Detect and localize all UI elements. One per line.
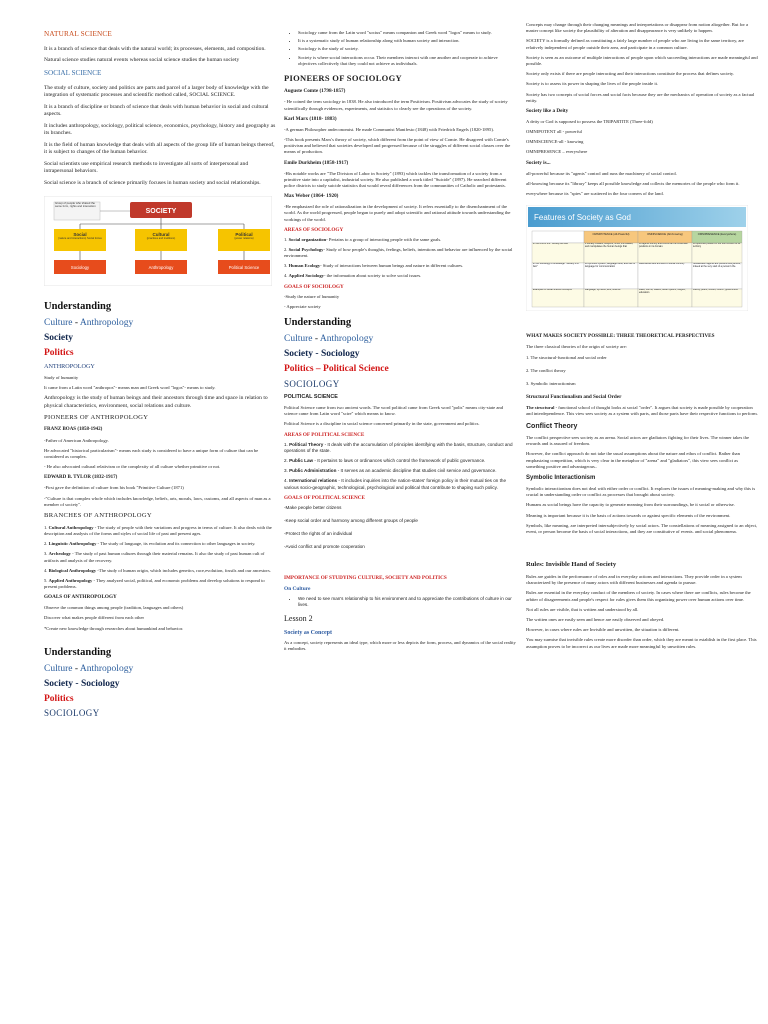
term-text: - Study of how people's thoughts, feelings, beliefs, intentions and behavior are influenced by the social environment. [284, 246, 513, 259]
paragraph: Symbols, like meaning, are interpreted intersubjectively by social actors. The constellations of meaning assigned to an object, event, or person become the basis of social interactions, and they are constitutive of events. and social phenomena. [526, 522, 758, 534]
paragraph: Humans as social beings have the capacity to generate meaning from their surroundings, be it social or otherwise. [526, 502, 735, 508]
marx-heading: Karl Marx (1818- 1883) [284, 115, 337, 122]
areas-sociology-heading: AREAS OF SOCIOLOGY [284, 226, 344, 233]
term-text: - The study of past human cultures through their material remains. It also the study of past human cult of artifacts and analysis of the recovery. [44, 551, 265, 563]
culture-anthropology-line: Culture - Anthropology [284, 334, 374, 345]
anthropology-label: Anthropology [79, 664, 134, 675]
on-culture-bullets [284, 596, 516, 608]
pioneers-anthropology-heading: PIONEERS OF ANTHROPOLOGY [44, 414, 149, 422]
paragraph: Rules are essential in the everyday conduct of the members of society. In cases where there are conflicts, rules become the arbiter of disagreements and people's respect for rules gives them this organizing power over human actions over time. [526, 590, 751, 602]
paragraph: Not all rules are visible, that is written and understood by all. [526, 606, 639, 612]
deity-heading: Society like a Deity [526, 107, 569, 114]
paragraph: However, the conflict approach do not take the usual assumptions about the nature and ethos of conflict. Rather than emphasizing competition, which is very clear in the metaphor of "arena" and "gladiators", this view sees conflict as something positive and advantageous.. [526, 451, 740, 469]
diagram-political-title: Political [235, 231, 253, 237]
branches-heading: BRANCHES OF ANTHROPOLOGY [44, 511, 152, 519]
term-text: - It deals with the accumulation of principles identifying with the basis, structure, conduct and operations of the state. [284, 441, 513, 453]
term-text: - The study of people with their variations and progress in terms of culture. It also deals with the description and analysis of the forms and styles of social life of past and present ages. [44, 524, 272, 536]
list-item: 1. The structural-functional and social order [526, 354, 607, 360]
branch-item: 2. Linguistic Anthropology - The study of language, its evolution and its connection to other languages in society. [44, 541, 256, 547]
paragraph: Society has two concepts of social forces and social facts because they are the mechanics of operation of society as a factual entity. [526, 91, 755, 103]
goals-political-heading: GOALS OF POLITICAL SCIENCE [284, 494, 365, 501]
understanding-title: Understanding [284, 317, 352, 329]
paragraph: Concepts may change through their changing meanings and interpretations or disappear from notion altogether. But for a master concept like society the plausibility of alteration and disappearance is very unlikely to happen. [526, 22, 749, 34]
society-label: Society [44, 678, 74, 689]
rules-heading: Rules: Invisible Hand of Society [526, 561, 617, 569]
paragraph: It includes anthropology, sociology, political science, economics, psychology, history and geography as its branches. [44, 122, 276, 137]
goals-anthropology-heading: GOALS OF ANTHROPOLOGY [44, 594, 117, 601]
paragraph: It is a branch of science that deals with the natural world; its processes, elements, and composition. [44, 45, 266, 52]
paragraph: Anthropology is the study of human beings and their ancestors through time and space in relation to physical characteristics, environment, social relations and culture. [44, 395, 268, 409]
table-cell: Laws, norms, values, belief system, religion, education [639, 289, 686, 295]
term: The structural [526, 405, 555, 411]
paragraph: -Make people better citizens [284, 504, 342, 510]
diagram-anthropology: Anthropology [148, 264, 174, 270]
table-title: Features of Society as God [534, 213, 631, 223]
diagram-political-science: Political Science [228, 264, 260, 270]
area-item: 2. Social Psychology- Study of how people's thoughts, feelings, beliefs, intentions and behavior are influenced by the social environment. [284, 246, 513, 259]
diagram-center: SOCIETY [145, 207, 177, 215]
paragraph: -His notable works are "The Division of Labor in Society" (1893) which tackles the transformation of a society from a primitive state into a capitalist, industrial society. He also published a work titled "Suicide" (1897). He searched different police districts to study suicide statistics that would reveal differences from the communities of Catholic and protestants. [284, 170, 507, 188]
paragraph: SOCIETY is a formally defined as constituting a fairly large number of people who are living in the same territory, are relatively independent of people outside their area, and participate in a common culture. [526, 38, 744, 50]
social-science-heading: SOCIAL SCIENCE [44, 68, 102, 77]
table-cell: It literally creates, subjects, limits, intimidates, and manipulates the human beings that [585, 243, 634, 249]
paragraph: -Avoid conflict and promote cooperation [284, 544, 365, 550]
sociology-label: Sociology [80, 678, 120, 689]
table-cell: Mainframes and archives of social memory [639, 263, 685, 266]
column-left [44, 30, 276, 723]
society-label: Society [44, 332, 74, 343]
paragraph: -Father of American Anthropology. [44, 437, 109, 443]
table-header: OMNIPOTENCE (All-Powerful) [592, 233, 630, 237]
paragraph: -First gave the definition of culture from his book "Primitive Culture (1871) [44, 485, 184, 491]
list-item: • Society is where social interactions occur. Their members interact with one another and cooperate to achieve objectives collectively that they could not achieve as individuals. [298, 55, 516, 67]
diagram-sociology: Sociology [70, 264, 90, 270]
term: Human Ecology [288, 263, 321, 269]
paragraph: Meaning is important because it is the basis of actions towards or against specific elements of the environment. [526, 512, 731, 518]
area-item: 2. Public Law - It pertains to laws or ordinances which control the framework of public governance. [284, 458, 486, 464]
table-cell: Its symbolic system, language tools, and use of language for communication [585, 263, 636, 269]
paragraph: Society only exists if there are people interacting and their interactions constitute the process that defines society. [526, 71, 735, 77]
society-sociology-line: Society - Sociology [44, 678, 120, 689]
area-item: 1. Political Theory - It deals with the accumulation of principles identifying with the basis, structure, conduct and operations of the state. [284, 441, 513, 453]
paragraph: The study of culture, society and politics are parts and parcel of a larger body of knowledge with the integration of systematic processes and scientific method called, SOCIAL SCIENCE. [44, 84, 269, 99]
term-text: - functional school of thought looks at social "order". It argues that society is made possible by cooperation and interdependence. This view sees society as a system with parts, and those parts have their respective functions to perform. [526, 405, 758, 417]
paragraph: everywhere because its "spies" are scattered in the four corners of the land. [526, 191, 664, 197]
term-text: - the information about society to solve social issues. [323, 273, 422, 279]
term: Cultural Anthropology [48, 524, 94, 530]
list-item: • Sociology came from the Latin word "socius" means companion and Greek word "logos" means to study. [298, 30, 516, 36]
paragraph: Society is to assess its power in shaping the lives of the people inside it. [526, 81, 659, 87]
term: Biological Anthropology [48, 567, 97, 573]
list-item: • Sociology is the study of society. [298, 46, 516, 52]
structural-functionalism-heading: Structural Functionalism and Social Order [526, 394, 622, 401]
paragraph: - He coined the term sociology in 1838. He also introduced the term Positivism. Positivism advocates the study of society scientifically through evidences, experiments, and statistics to clearly see the operations of the society. [284, 99, 508, 111]
sociology-label: Sociology [320, 349, 360, 360]
paragraph: It is the field of human knowledge that deals with all aspects of the group life of human beings thereof, it is subject to changes of the human behavior. [44, 141, 275, 156]
term: Public Administration [289, 468, 337, 474]
paragraph: - He also advocated cultural relativism or the complexity of all culture whether primitive or not. [44, 464, 221, 470]
paragraph: It is a branch of discipline or branch of science that deals with human behavior in social and cultural aspects. [44, 103, 269, 118]
anthropology-label: Anthropology [79, 317, 134, 328]
area-item: 3. Human Ecology- Study of interactions between human beings and nature in different cultures. [284, 263, 464, 269]
table-cell: Examples in social science concepts [533, 289, 572, 292]
term: Applied Anthropology [48, 577, 93, 583]
importance-heading: IMPORTANCE OF STUDYING CULTURE, SOCIETY AND POLITICS [284, 574, 447, 581]
paragraph: all-knowing because its "library" keeps all possible knowledge and collects the memories of the people who form it. [526, 180, 740, 186]
comte-heading: Auguste Comte (1798-1857) [284, 88, 346, 95]
sociology-heading: SOCIOLOGY [44, 708, 100, 719]
politics-label: Politics – Political Science [284, 363, 389, 374]
politics-label: Politics [44, 693, 74, 704]
dash: - [72, 317, 80, 328]
paragraph: Social scientists use empirical research methods to investigate all sorts of interpersonal and intrapersonal behaviors. [44, 160, 249, 175]
three-perspectives-heading: WHAT MAKES SOCIETY POSSIBLE: THREE THEORETICAL PERSPECTIVES [526, 333, 715, 340]
political-science-heading: POLITICAL SCIENCE [284, 393, 338, 400]
culture-label: Culture [284, 334, 313, 345]
sociology-heading: SOCIOLOGY [284, 378, 340, 389]
diagram-note: Group of people who shared the same form, rights and interaction [55, 201, 96, 208]
paragraph: OMNIPOTENT all - powerful [526, 129, 582, 135]
paragraph: Society is seen as an outcome of multiple interactions of people upon which succeeding interactions are made meaningful and possible. [526, 54, 758, 66]
term: Public Law [289, 458, 314, 464]
branch-item: 5. Applied Anthropology - They analyzed social, political, and economic problems and develop solutions to respond to present problems. [44, 577, 265, 590]
paragraph: all-powerful because its "agents" control and runs the machinery of social control. [526, 170, 677, 176]
list-item: • It is a systematic study of human relationship along with human society and interaction. [298, 38, 516, 44]
table-header: OMNISCIENCE (All-Knowing) [647, 233, 683, 237]
paragraph: Political Science is a discipline in social science concerned primarily in the state, government and politics. [284, 421, 480, 427]
paragraph: Observe the common things among people (tradition, languages and others) [44, 605, 184, 611]
table-cell: Its spies are present in the four corners of its territory [693, 243, 741, 249]
society-sociology-line: Society - Sociology [284, 349, 360, 360]
paragraph: The three classical theories of the origin of society are: [526, 344, 627, 350]
paragraph [526, 405, 758, 417]
branch-item: 1. Cultural Anthropology - The study of people with their variations and progress in terms of culture. It also deals with the description and analysis of the forms and styles of social life of past and present ages. [44, 524, 272, 536]
areas-political-heading: AREAS OF POLITICAL SCIENCE [284, 431, 365, 438]
list-item: 2. The conflict theory [526, 367, 566, 373]
term: Applied Sociology [288, 273, 324, 279]
culture-label: Culture [44, 317, 73, 328]
diagram-cultural-sub: (practices and traditions) [146, 236, 176, 240]
paragraph: Symbolic interactionism does not deal with either order or conflict. It explores the issues of meaning-making and why this is crucial in understanding order or conflict as processes that brought about society. [526, 486, 756, 498]
column-right [526, 22, 758, 654]
paragraph: A deity or God is supposed to possess the TRIPARTITE (Three-fold) [526, 118, 653, 124]
table-header: OMNIPRESENCE (Everywhere) [697, 233, 737, 237]
column-middle [284, 30, 516, 657]
term: Political Theory [289, 441, 324, 447]
term: International relations [289, 478, 338, 484]
paragraph: Study of humanity [44, 374, 79, 380]
area-item: 4. Applied Sociology- the information about society to solve social issues. [284, 273, 422, 279]
diagram-social-title: Social [73, 231, 87, 237]
list-item: • We need to see man's relationship to his environment and to appreciate the contributions of culture in our lives. [298, 596, 516, 608]
table-cell: In the Sociology of knowledge "Society is a fact" [533, 263, 579, 269]
tylor-heading: EDWARD B. TYLOR (1832-1917) [44, 474, 118, 480]
term: Archeology [48, 551, 71, 557]
understanding-title: Understanding [44, 646, 112, 658]
paragraph: As a concept, society represents an ideal type, which more or less depicts the form, process, and dynamics of the social reality it embodies. [284, 640, 516, 652]
paragraph: Natural science studies natural events whereas social science studies the human society [44, 57, 240, 64]
politics-label: Politics [44, 347, 74, 358]
table-cell: Socialization agents are present everywhere, indeed at the very start of a person's life. [693, 263, 741, 269]
society-concept-heading: Society as Concept [284, 630, 332, 637]
durkheim-heading: Emile Durkheim (1858-1917) [284, 159, 349, 166]
society-diagram [44, 196, 272, 286]
paragraph: It came from a Latin word "anthropos"- means man and Greek word "logos"- means to study. [44, 384, 216, 390]
term-text: - It pertains to laws or ordinances which control the framework of public governance. [313, 458, 486, 464]
paragraph: -Study the nature of humanity [284, 293, 340, 299]
pioneers-sociology-heading: PIONEERS OF SOCIOLOGY [284, 72, 402, 83]
term-text: - The study of language, its evolution and its connection to other languages in society. [96, 541, 256, 547]
branch-item: 4. Biological Anthropology -The study of human origin, which includes genetics, race,evolution, fossils and our ancestors. [44, 567, 271, 573]
society-label: Society [284, 349, 314, 360]
paragraph: -A german Philosopher andeconomist. He made Communist Manifesto (1848) with Friedrich Engels (1820-1895). [284, 126, 494, 132]
boas-heading: FRANZ BOAS (1858-1942) [44, 427, 103, 433]
culture-anthropology-line: Culture - Anthropology [44, 664, 134, 675]
paragraph: Discover what makes people different from each other [44, 615, 145, 621]
culture-anthropology-line [44, 317, 276, 330]
conflict-theory-heading: Conflict Theory [526, 422, 578, 430]
symbolic-interactionism-heading: Symbolic Interactionism [526, 474, 596, 481]
paragraph: *Create new knowledge through researches about humankind and behavior. [44, 625, 184, 631]
diagram-social-sub: (nature and interactions) Social forces [58, 236, 102, 240]
understanding-title: Understanding [44, 300, 112, 312]
term: Social Psychology [288, 246, 324, 252]
branch-item: 3. Archeology - The study of past human cultures through their material remains. It also the study of past human cult of artifacts and analysis of the recovery. [44, 551, 265, 563]
paragraph: -Protect the rights of an individual [284, 531, 353, 537]
list-item: 3. Symbolic interactionism [526, 380, 576, 386]
paragraph: You may surmise that invisible rules create more disorder than order, which they are meant to establish in the first place. This assumption proves to be incorrect as our lives are made more meaningful by unwritten rules. [526, 637, 757, 649]
lesson-label: Lesson 2 [284, 614, 313, 624]
sociology-bullets [284, 30, 516, 67]
term-text: -The study of human origin, which includes genetics, race,evolution, fossils and our ancestors. [96, 567, 271, 573]
on-culture-heading: On Culture [284, 585, 311, 592]
table-cell: Language, symbols, arts, science [585, 289, 621, 292]
goals-sociology-heading: GOALS OF SOCIOLOGY [284, 283, 344, 290]
paragraph: Political Science came from two ancient words. The word political came from Greek word "polis" means city-state and science came from Latin word "scire" which means to know. [284, 405, 503, 417]
table-cell: Family, peers, school, church, government [693, 289, 738, 292]
weber-heading: Max Weber (1864- 1920) [284, 193, 339, 200]
paragraph: -This book presents Marx's theory of society, which different from the point of view of Comte. He disagreed with Comte's positivism and believed that societies developed and progressed because of the struggles of different social classes over the means of production. [284, 137, 511, 155]
term-text: - Pertains to a group of interacting people with the same goals. [326, 236, 442, 242]
paragraph: -Keep social order and harmony among different groups of people [284, 518, 418, 524]
paragraph: The written ones are easily seen and hence are easily observed and obeyed. [526, 616, 665, 622]
table-cell: In the end of the "Society as God" [533, 243, 569, 246]
features-table-figure [526, 205, 748, 311]
paragraph: OMNISCIENCE-all - knowing [526, 139, 584, 145]
term-text: - They analyzed social, political, and economic problems and develop solutions to respond to present problems. [44, 577, 265, 590]
paragraph: The conflict perspective sees society as an arena. Social actors are gladiators fighting for their lives. The winner takes the rewards and is assured of freedom. [526, 435, 750, 447]
table-cell: Its agents survey and control all the influential positions in its domain. [639, 243, 688, 249]
term-text: - It includes inquiries into the nation-states' foreign policy in their mutual ties on the various socio-geographic, technological, psychological and political that contribute to shaping such policy. [284, 478, 507, 490]
paragraph: - Appreciate society [284, 303, 321, 309]
society-is-heading: Society is... [526, 159, 551, 166]
term: Linguistic Anthropology [48, 541, 97, 547]
area-item: 1. Social organization- Pertains to a group of interacting people with the same goals. [284, 236, 442, 242]
area-item: 4. International relations - It includes inquiries into the nation-states' foreign policy in their mutual ties on the various socio-geographic, technological, psychological and political that contribute to shaping such policy. [284, 478, 507, 490]
term-text: - It serves as an academic discipline that studies civil service and governance. [336, 468, 497, 474]
paragraph: Rules are guides in the performance of roles and in everyday actions and interactions. They provide order in a system characterized by the presence of many actors with different businesses and agenda to pursue. [526, 574, 742, 586]
culture-label: Culture [44, 664, 73, 675]
diagram-political-sub: (power relations) [234, 236, 254, 240]
paragraph: OMNIPRESENCE – everywhere [526, 149, 588, 155]
paragraph: -He emphasized the role of rationalization in the development of society. It refers essentially to the disenchantment of the world. As the world progressed, people began to purely and adopt scientific and rational attitude towards understanding the workings of the world. [284, 204, 511, 222]
paragraph: He advocated "historical particularism"- means each study is considered to have a unique form of culture that can be considered as complex. [44, 448, 259, 460]
area-item: 3. Public Administration - It serves as an academic discipline that studies civil service and governance. [284, 468, 497, 474]
paragraph: Social science is a branch of science primarily focuses in human society and social relationships. [44, 180, 261, 186]
natural-science-heading: NATURAL SCIENCE [44, 30, 113, 38]
term-text: - Study of interactions between human beings and nature in different cultures. [320, 263, 464, 269]
term: Social organization [288, 236, 327, 242]
anthropology-label: Anthropology [319, 334, 374, 345]
diagram-cultural-title: Cultural [152, 231, 170, 237]
paragraph: However, in cases where rules are Invisible and unwritten, the situation is different. [526, 627, 680, 633]
anthropology-heading: ANTHROPOLOGY [44, 363, 95, 371]
paragraph: -"Culture is that complex whole which includes knowledge, beliefs, arts, morals, laws, customs, and all aspects of man as a member of society". [44, 495, 271, 507]
